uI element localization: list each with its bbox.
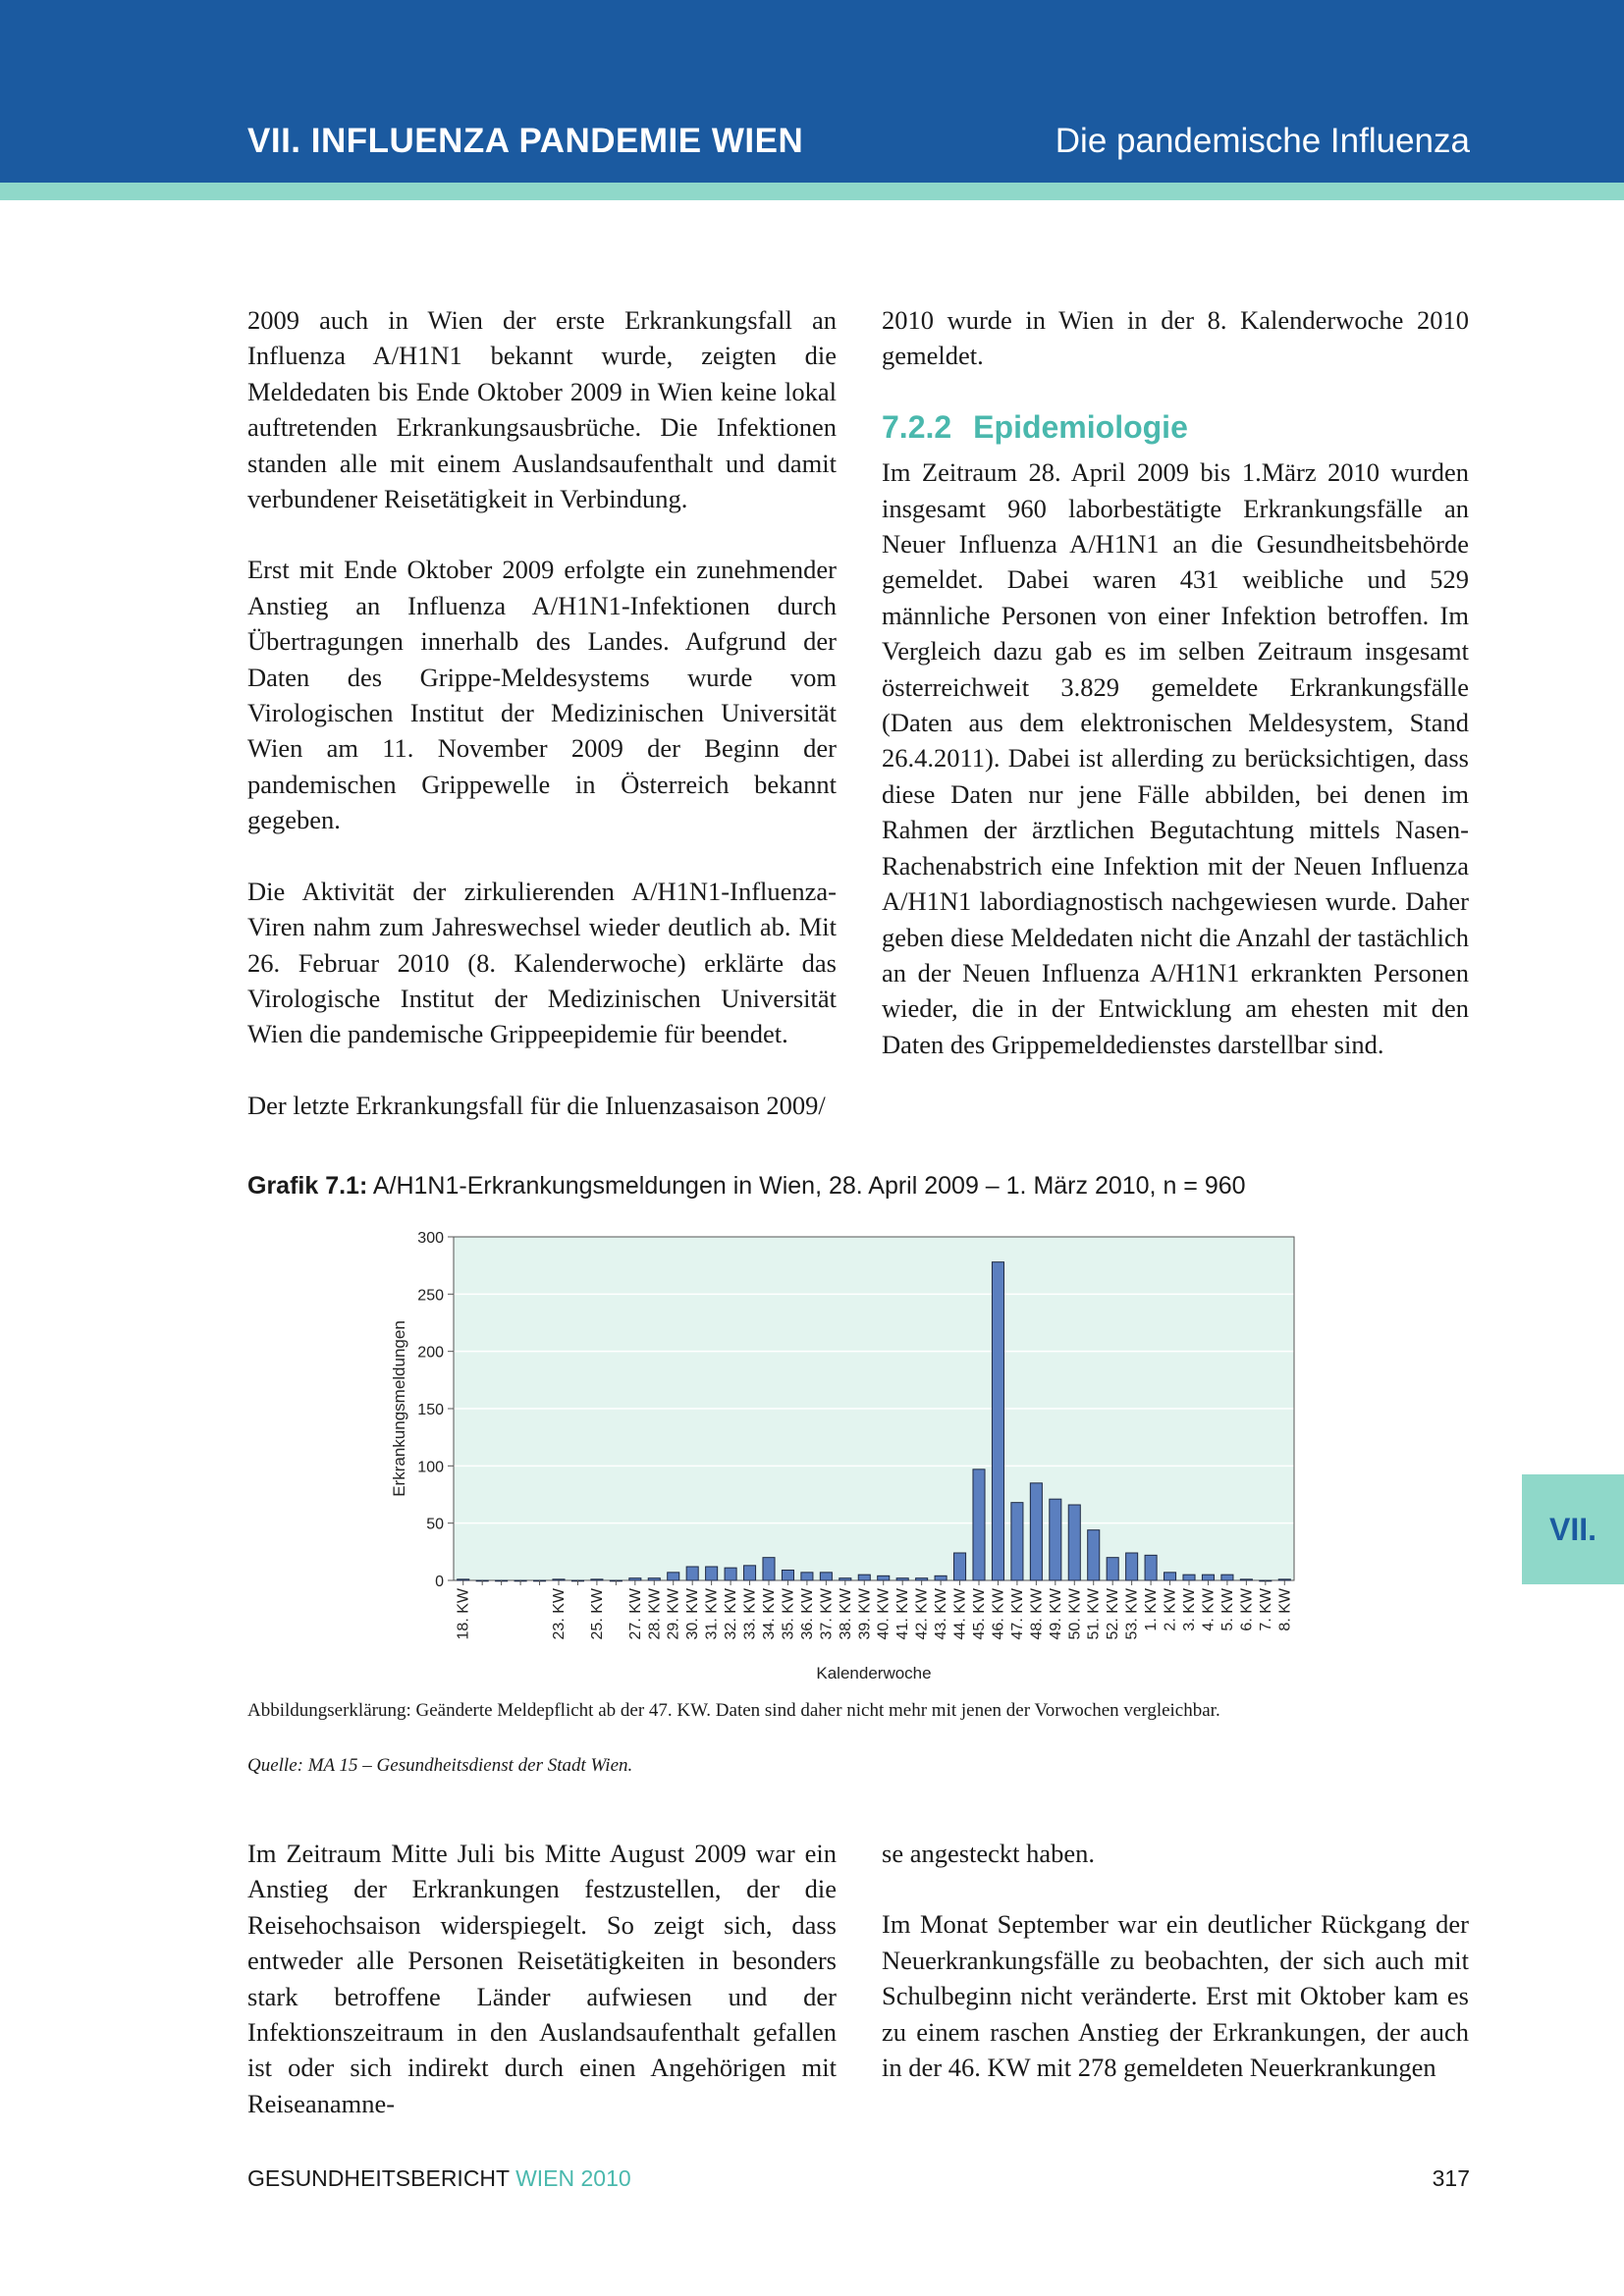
x-tick-label: 27. KW [626, 1588, 644, 1640]
bar [1011, 1503, 1023, 1580]
x-tick-label: 31. KW [703, 1588, 721, 1640]
bar [591, 1579, 603, 1580]
x-tick-label: 4. KW [1200, 1588, 1218, 1631]
footer-publication [247, 2165, 631, 2192]
x-axis-label: Kalenderwoche [816, 1664, 932, 1682]
bar [935, 1575, 947, 1580]
x-tick-label: 8. KW [1276, 1588, 1294, 1631]
bar [973, 1469, 985, 1580]
x-tick-label: 33. KW [741, 1588, 759, 1640]
x-tick-label: 25. KW [588, 1588, 606, 1640]
figure-label: Grafik 7.1: [247, 1172, 368, 1200]
x-tick-label: 42. KW [913, 1588, 931, 1640]
bar [686, 1567, 698, 1580]
x-tick-label: 47. KW [1008, 1588, 1026, 1640]
x-tick-label: 3. KW [1181, 1588, 1198, 1631]
bar [1068, 1505, 1080, 1580]
bar [1278, 1579, 1290, 1580]
right-column-bottom [882, 1836, 1469, 2085]
header-accent-stripe [0, 183, 1624, 200]
bar [1050, 1499, 1061, 1580]
paragraph: Die Aktivität der zirkulierenden A/H1N1-Influenza-Viren nahm zum Jahreswechsel wieder deutlich ab. Mit 26. Februar 2010 (8. Kalenderwoche) erklärte das Virologische Institut der Medizinischen Universität Wien die pandemische Grippeepidemie für beendet. [247, 876, 837, 1049]
x-tick-label: 37. KW [818, 1588, 836, 1640]
figure-caption-text: A/H1N1-Erkrankungsmeldungen in Wien, 28. April 2009 – 1. März 2010, n = 960 [367, 1172, 1246, 1200]
bar [896, 1578, 908, 1580]
x-tick-label: 1. KW [1143, 1588, 1161, 1631]
bar [648, 1578, 660, 1580]
x-tick-label: 32. KW [723, 1588, 740, 1640]
left-column-bottom [247, 1836, 837, 2121]
x-tick-label: 41. KW [894, 1588, 912, 1640]
x-tick-label: 49. KW [1047, 1588, 1064, 1640]
figure-source: Quelle: MA 15 – Gesundheitsdienst der Stadt Wien. [247, 1755, 633, 1776]
figure-note: Abbildungserklärung: Geänderte Meldepflicht ab der 47. KW. Daten sind daher nicht mehr mit jenen der Vorwochen vergleichbar. [247, 1700, 1220, 1721]
x-tick-label: 30. KW [684, 1588, 702, 1640]
x-tick-label: 39. KW [856, 1588, 874, 1640]
x-tick-label: 51. KW [1085, 1588, 1103, 1640]
bar [1030, 1483, 1042, 1580]
y-tick-label: 0 [435, 1574, 444, 1590]
right-column-top [882, 302, 1469, 1062]
footer-publication-main: GESUNDHEITSBERICHT [247, 2165, 516, 2191]
x-tick-label: 34. KW [761, 1588, 778, 1640]
bar [1107, 1558, 1118, 1580]
chapter-title: VII. INFLUENZA PANDEMIE WIEN [247, 122, 804, 160]
x-tick-label: 36. KW [798, 1588, 816, 1640]
bar [820, 1573, 832, 1580]
x-tick-label: 6. KW [1238, 1588, 1256, 1631]
paragraph: Der letzte Erkrankungsfall für die Inluenzasaison 2009/ [247, 1090, 826, 1120]
x-tick-label: 38. KW [837, 1588, 854, 1640]
section-number: 7.2.2 [882, 408, 952, 445]
paragraph: 2009 auch in Wien der erste Erkrankungsfall an Influenza A/H1N1 bekannt wurde, zeigten die Meldedaten bis Ende Oktober 2009 in Wien keine lokal auftretenden Erkrankungsausbrüche. Die Infektionen standen alle mit einem Auslandsaufenthalt und damit verbundener Reisetätigkeit in Verbindung. [247, 305, 837, 514]
y-tick-label: 200 [417, 1344, 444, 1362]
bar [1183, 1575, 1195, 1580]
bar [1240, 1579, 1252, 1580]
bar [1202, 1575, 1214, 1580]
bar [878, 1575, 890, 1580]
paragraph: Im Zeitraum 28. April 2009 bis 1.März 2010 wurden insgesamt 960 laborbestätigte Erkrankungsfälle an Neuer Influenza A/H1N1 an die Gesundheitsbehörde gemeldet. Dabei waren 431 weibliche und 529 männliche Personen von einer Infektion betroffen. Im Vergleich dazu gab es im selben Zeitraum insgesamt österreichweit 3.829 gemeldete Erkrankungsfälle (Daten aus dem elektronischen Meldesystem, Stand 26.4.2011). Dabei ist allerding zu berücksichtigen, dass diese Daten nur jene Fälle abbilden, bei denen im Rahmen der ärztlichen Begutachtung mittels Nasen-Rachenabstrich eine Infektion mit der Neuen Influenza A/H1N1 labordiagnostisch nachgewiesen wurde. Daher geben diese Meldedaten nicht die Anzahl der tastächlich an der Neuen Influenza A/H1N1 erkrankten Personen wieder, die in der Entwicklung am ehesten mit den Daten des Grippemeldedienstes darstellbar sind. [882, 457, 1469, 1059]
bar [1088, 1530, 1100, 1580]
x-tick-label: 5. KW [1218, 1588, 1236, 1631]
y-tick-label: 50 [426, 1516, 444, 1533]
bar [858, 1575, 870, 1580]
bar [1221, 1575, 1233, 1580]
bar [553, 1579, 565, 1580]
bar [725, 1568, 736, 1580]
chapter-tab: VII. [1522, 1474, 1624, 1584]
bar [782, 1571, 793, 1581]
paragraph: Erst mit Ende Oktober 2009 erfolgte ein zunehmender Anstieg an Influenza A/H1N1-Infektionen durch Übertragungen innerhalb des Landes. Aufgrund der Daten des Grippe-Meldesystems wurde vom Virologischen Institut der Medizinischen Universität Wien am 11. November 2009 der Beginn der pandemischen Grippewelle in Österreich bekannt gegeben. [247, 555, 837, 835]
x-tick-label: 2. KW [1162, 1588, 1179, 1631]
y-tick-label: 100 [417, 1459, 444, 1476]
section-title: Epidemiologie [973, 408, 1188, 445]
y-axis-label: Erkrankungsmeldungen [390, 1320, 408, 1497]
paragraph: Im Monat September war ein deutlicher Rückgang der Neuerkrankungsfälle zu beobachten, der sich auch mit Schulbeginn nicht veränderte. Erst mit Oktober kam es zu einem raschen Anstieg der Erkrankungen, der auch in der 46. KW mit 278 gemeldeten Neuerkrankungen [882, 1909, 1469, 2083]
x-tick-label: 52. KW [1105, 1588, 1122, 1640]
bar [801, 1573, 813, 1580]
section-heading [882, 409, 1469, 445]
bar [916, 1578, 928, 1580]
x-tick-label: 23. KW [551, 1588, 568, 1640]
bar [1164, 1573, 1176, 1580]
bar [839, 1578, 851, 1580]
x-tick-label: 46. KW [990, 1588, 1007, 1640]
figure-caption [247, 1172, 1246, 1201]
bar [629, 1578, 641, 1580]
footer-publication-accent: WIEN 2010 [515, 2165, 631, 2191]
x-tick-label: 7. KW [1257, 1588, 1274, 1631]
y-tick-label: 300 [417, 1230, 444, 1247]
x-tick-label: 53. KW [1123, 1588, 1141, 1640]
paragraph: se angesteckt haben. [882, 1839, 1096, 1868]
bar [1145, 1555, 1157, 1580]
bar [763, 1558, 775, 1580]
y-tick-label: 150 [417, 1402, 444, 1418]
x-tick-label: 18. KW [455, 1588, 472, 1640]
x-tick-label: 45. KW [971, 1588, 988, 1640]
section-running-title: Die pandemische Influenza [1055, 122, 1470, 160]
bar [954, 1553, 966, 1580]
x-tick-label: 50. KW [1066, 1588, 1084, 1640]
x-tick-label: 35. KW [780, 1588, 797, 1640]
x-tick-label: 40. KW [875, 1588, 893, 1640]
paragraph: Im Zeitraum Mitte Juli bis Mitte August 2009 war ein Anstieg der Erkrankungen festzustellen, der die Reisehochsaison widerspiegelt. So zeigt sich, dass entweder alle Personen Reisetätigkeiten in besonders stark betroffene Länder aufwiesen und der Infektionszeitraum in den Auslandsaufenthalt gefallen ist oder sich indirekt durch einen Angehörigen mit Reiseanamne- [247, 1839, 837, 2118]
bar-chart [383, 1225, 1306, 1686]
x-tick-label: 29. KW [665, 1588, 682, 1640]
x-tick-label: 43. KW [933, 1588, 950, 1640]
page-number: 317 [1432, 2165, 1470, 2191]
x-tick-label: 44. KW [951, 1588, 969, 1640]
bar [458, 1579, 469, 1580]
y-tick-label: 250 [417, 1287, 444, 1305]
bar [992, 1262, 1003, 1580]
x-tick-label: 28. KW [646, 1588, 664, 1640]
page-header [0, 0, 1624, 183]
paragraph: 2010 wurde in Wien in der 8. Kalenderwoche 2010 gemeldet. [882, 305, 1469, 371]
bar [706, 1567, 718, 1580]
bar [668, 1573, 679, 1580]
bar [744, 1566, 756, 1580]
x-tick-label: 48. KW [1028, 1588, 1046, 1640]
bar [1126, 1553, 1138, 1580]
left-column-top [247, 302, 837, 1123]
